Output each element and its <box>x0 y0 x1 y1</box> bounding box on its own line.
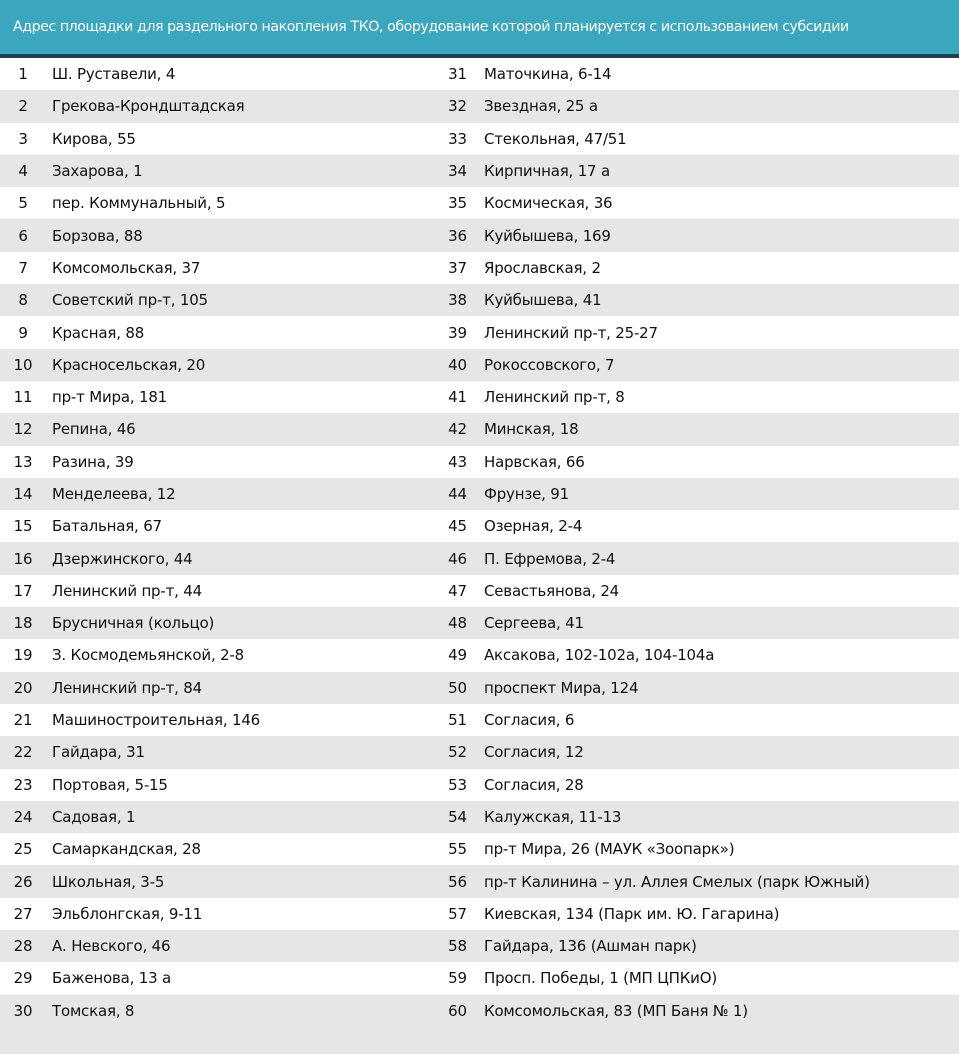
row-number-left: 18 <box>13 614 33 633</box>
address-right: Просп. Победы, 1 (МП ЦПКиО) <box>484 969 717 988</box>
row-number-left: 16 <box>13 549 33 568</box>
address-left: Менделеева, 12 <box>52 485 176 503</box>
address-left: Брусничная (кольцо) <box>52 614 215 633</box>
row-number-right: 37 <box>448 258 467 277</box>
address-left: Разина, 39 <box>52 452 134 471</box>
row-number-left: 27 <box>13 904 33 923</box>
address-left: Садовая, 1 <box>52 807 136 826</box>
row-number-right: 42 <box>448 420 467 439</box>
address-right: Киевская, 134 (Парк им. Ю. Гагарина) <box>484 904 780 923</box>
row-number-left: 28 <box>13 937 33 956</box>
address-right: Сергеева, 41 <box>484 614 584 633</box>
row-number-left: 20 <box>13 678 33 697</box>
address-left: Захарова, 1 <box>52 162 143 181</box>
address-right: Куйбышева, 169 <box>484 226 611 245</box>
address-right: Ярославская, 2 <box>484 258 601 277</box>
row-number-right: 47 <box>448 581 467 600</box>
row-number-left: 15 <box>13 517 33 536</box>
table-row <box>0 219 959 251</box>
row-number-right: 44 <box>448 485 467 503</box>
address-left: пр-т Мира, 181 <box>52 388 168 407</box>
table-row <box>0 58 959 90</box>
address-right: П. Ефремова, 2-4 <box>484 549 616 568</box>
table-row <box>0 930 959 962</box>
row-number-right: 48 <box>448 614 467 633</box>
row-number-left: 1 <box>18 65 28 84</box>
table-row <box>0 962 959 994</box>
row-number-right: 50 <box>448 678 467 697</box>
row-number-left: 11 <box>13 388 33 407</box>
table-row <box>0 672 959 704</box>
row-number-right: 53 <box>448 775 467 794</box>
row-number-left: 23 <box>13 775 33 794</box>
address-left: Ш. Руставели, 4 <box>52 65 176 84</box>
address-right: Космическая, 36 <box>484 194 613 213</box>
address-right: Минская, 18 <box>484 420 579 439</box>
table-row <box>0 542 959 574</box>
address-right: Стекольная, 47/51 <box>484 129 627 148</box>
address-right: Ленинский пр-т, 25-27 <box>484 323 658 342</box>
address-left: Грекова-Крондштадская <box>52 97 245 116</box>
table-row <box>0 865 959 897</box>
table-row <box>0 413 959 445</box>
row-number-left: 9 <box>18 323 28 342</box>
row-number-left: 3 <box>18 129 28 148</box>
address-left: Самаркандская, 28 <box>52 840 201 859</box>
table-row <box>0 769 959 801</box>
table-row <box>0 801 959 833</box>
table-row <box>0 736 959 768</box>
row-number-left: 2 <box>18 97 28 116</box>
row-number-left: 6 <box>18 226 28 245</box>
row-number-left: 7 <box>18 258 28 277</box>
row-number-right: 52 <box>448 743 467 762</box>
table-row <box>0 349 959 381</box>
table-row <box>0 995 959 1027</box>
address-right: Фрунзе, 91 <box>484 485 569 503</box>
address-left: Томская, 8 <box>52 1001 135 1020</box>
row-number-right: 45 <box>448 517 467 536</box>
row-number-left: 13 <box>13 452 33 471</box>
address-left: Комсомольская, 37 <box>52 258 201 277</box>
row-number-right: 51 <box>448 711 467 730</box>
row-number-right: 56 <box>448 872 467 891</box>
address-right: Гайдара, 136 (Ашман парк) <box>484 937 697 956</box>
address-table <box>0 58 959 1027</box>
address-left: Портовая, 5-15 <box>52 775 168 794</box>
address-left: Батальная, 67 <box>52 517 162 536</box>
table-row <box>0 252 959 284</box>
row-number-left: 17 <box>13 581 33 600</box>
table-row <box>0 478 959 510</box>
address-right: Нарвская, 66 <box>484 452 585 471</box>
row-number-left: 29 <box>13 969 33 988</box>
address-right: Комсомольская, 83 (МП Баня № 1) <box>484 1001 748 1020</box>
table-row <box>0 510 959 542</box>
address-left: Баженова, 13 а <box>52 969 172 988</box>
table-row <box>0 123 959 155</box>
row-number-right: 35 <box>448 194 467 213</box>
address-left: Красная, 88 <box>52 323 145 342</box>
address-left: Советский пр-т, 105 <box>52 291 208 310</box>
table-row <box>0 187 959 219</box>
table-row <box>0 898 959 930</box>
row-number-right: 54 <box>448 807 467 826</box>
address-right: пр-т Мира, 26 (МАУК «Зоопарк») <box>484 840 735 859</box>
row-number-right: 57 <box>448 904 467 923</box>
address-right: Звездная, 25 а <box>484 97 598 116</box>
address-right: Согласия, 6 <box>484 711 575 730</box>
header-title: Адрес площадки для раздельного накопления ТКО, оборудование которой планируется с использованием субсидии <box>13 19 849 35</box>
table-row <box>0 575 959 607</box>
address-left: Гайдара, 31 <box>52 743 145 762</box>
address-right: Озерная, 2-4 <box>484 517 583 536</box>
row-number-right: 36 <box>448 226 467 245</box>
table-row <box>0 446 959 478</box>
address-left: Репина, 46 <box>52 420 136 439</box>
address-left: Школьная, 3-5 <box>52 872 165 891</box>
row-number-left: 12 <box>13 420 33 439</box>
row-number-left: 19 <box>13 646 33 665</box>
row-number-left: 26 <box>13 872 33 891</box>
bottom-band <box>0 1027 959 1054</box>
row-number-left: 24 <box>13 807 33 826</box>
address-right: Согласия, 12 <box>484 743 584 762</box>
table-row <box>0 639 959 671</box>
address-right: Маточкина, 6-14 <box>484 65 612 84</box>
address-left: Кирова, 55 <box>52 129 136 148</box>
row-number-left: 25 <box>13 840 33 859</box>
table-row <box>0 607 959 639</box>
row-number-right: 39 <box>448 323 467 342</box>
row-number-right: 32 <box>448 97 467 116</box>
address-left: Дзержинского, 44 <box>52 549 193 568</box>
row-number-right: 40 <box>448 355 467 374</box>
address-left: Машиностроительная, 146 <box>52 711 261 730</box>
table-row <box>0 90 959 122</box>
table-row <box>0 284 959 316</box>
table-row <box>0 833 959 865</box>
address-right: Севастьянова, 24 <box>484 581 620 600</box>
row-number-left: 4 <box>18 162 28 181</box>
address-right: Кирпичная, 17 а <box>484 162 610 181</box>
address-left: Борзова, 88 <box>52 226 143 245</box>
row-number-left: 8 <box>18 291 28 310</box>
row-number-right: 33 <box>448 129 467 148</box>
address-left: Ленинский пр-т, 44 <box>52 581 202 600</box>
row-number-right: 38 <box>448 291 467 310</box>
address-right: Согласия, 28 <box>484 775 584 794</box>
row-number-left: 5 <box>18 194 28 213</box>
table-row <box>0 316 959 348</box>
address-right: пр-т Калинина – ул. Аллея Смелых (парк Южный) <box>484 872 870 891</box>
table-header <box>0 0 959 58</box>
address-left: Ленинский пр-т, 84 <box>52 678 202 697</box>
table-row <box>0 381 959 413</box>
row-number-right: 59 <box>448 969 467 988</box>
table-row <box>0 704 959 736</box>
address-right: Ленинский пр-т, 8 <box>484 388 625 407</box>
row-number-right: 41 <box>448 388 467 407</box>
row-number-right: 49 <box>448 646 467 665</box>
table-row <box>0 155 959 187</box>
row-number-right: 34 <box>448 162 467 181</box>
row-number-left: 10 <box>13 355 33 374</box>
address-right: Калужская, 11-13 <box>484 807 622 826</box>
row-number-right: 43 <box>448 452 467 471</box>
row-number-right: 46 <box>448 549 467 568</box>
row-number-left: 21 <box>13 711 33 730</box>
address-left: Эльблонгская, 9-11 <box>52 904 203 923</box>
address-left: пер. Коммунальный, 5 <box>52 194 226 213</box>
row-number-right: 58 <box>448 937 467 956</box>
address-right: Куйбышева, 41 <box>484 291 602 310</box>
row-number-left: 22 <box>13 743 33 762</box>
address-left: Красносельская, 20 <box>52 355 206 374</box>
row-number-right: 60 <box>448 1001 467 1020</box>
address-right: проспект Мира, 124 <box>484 678 639 697</box>
row-number-left: 14 <box>13 485 33 503</box>
address-left: А. Невского, 46 <box>52 937 171 956</box>
row-number-left: 30 <box>13 1001 33 1020</box>
address-right: Аксакова, 102-102а, 104-104а <box>484 646 715 665</box>
address-left: З. Космодемьянской, 2-8 <box>52 646 244 665</box>
row-number-right: 55 <box>448 840 467 859</box>
row-number-right: 31 <box>448 65 467 84</box>
address-right: Рокоссовского, 7 <box>484 355 615 374</box>
